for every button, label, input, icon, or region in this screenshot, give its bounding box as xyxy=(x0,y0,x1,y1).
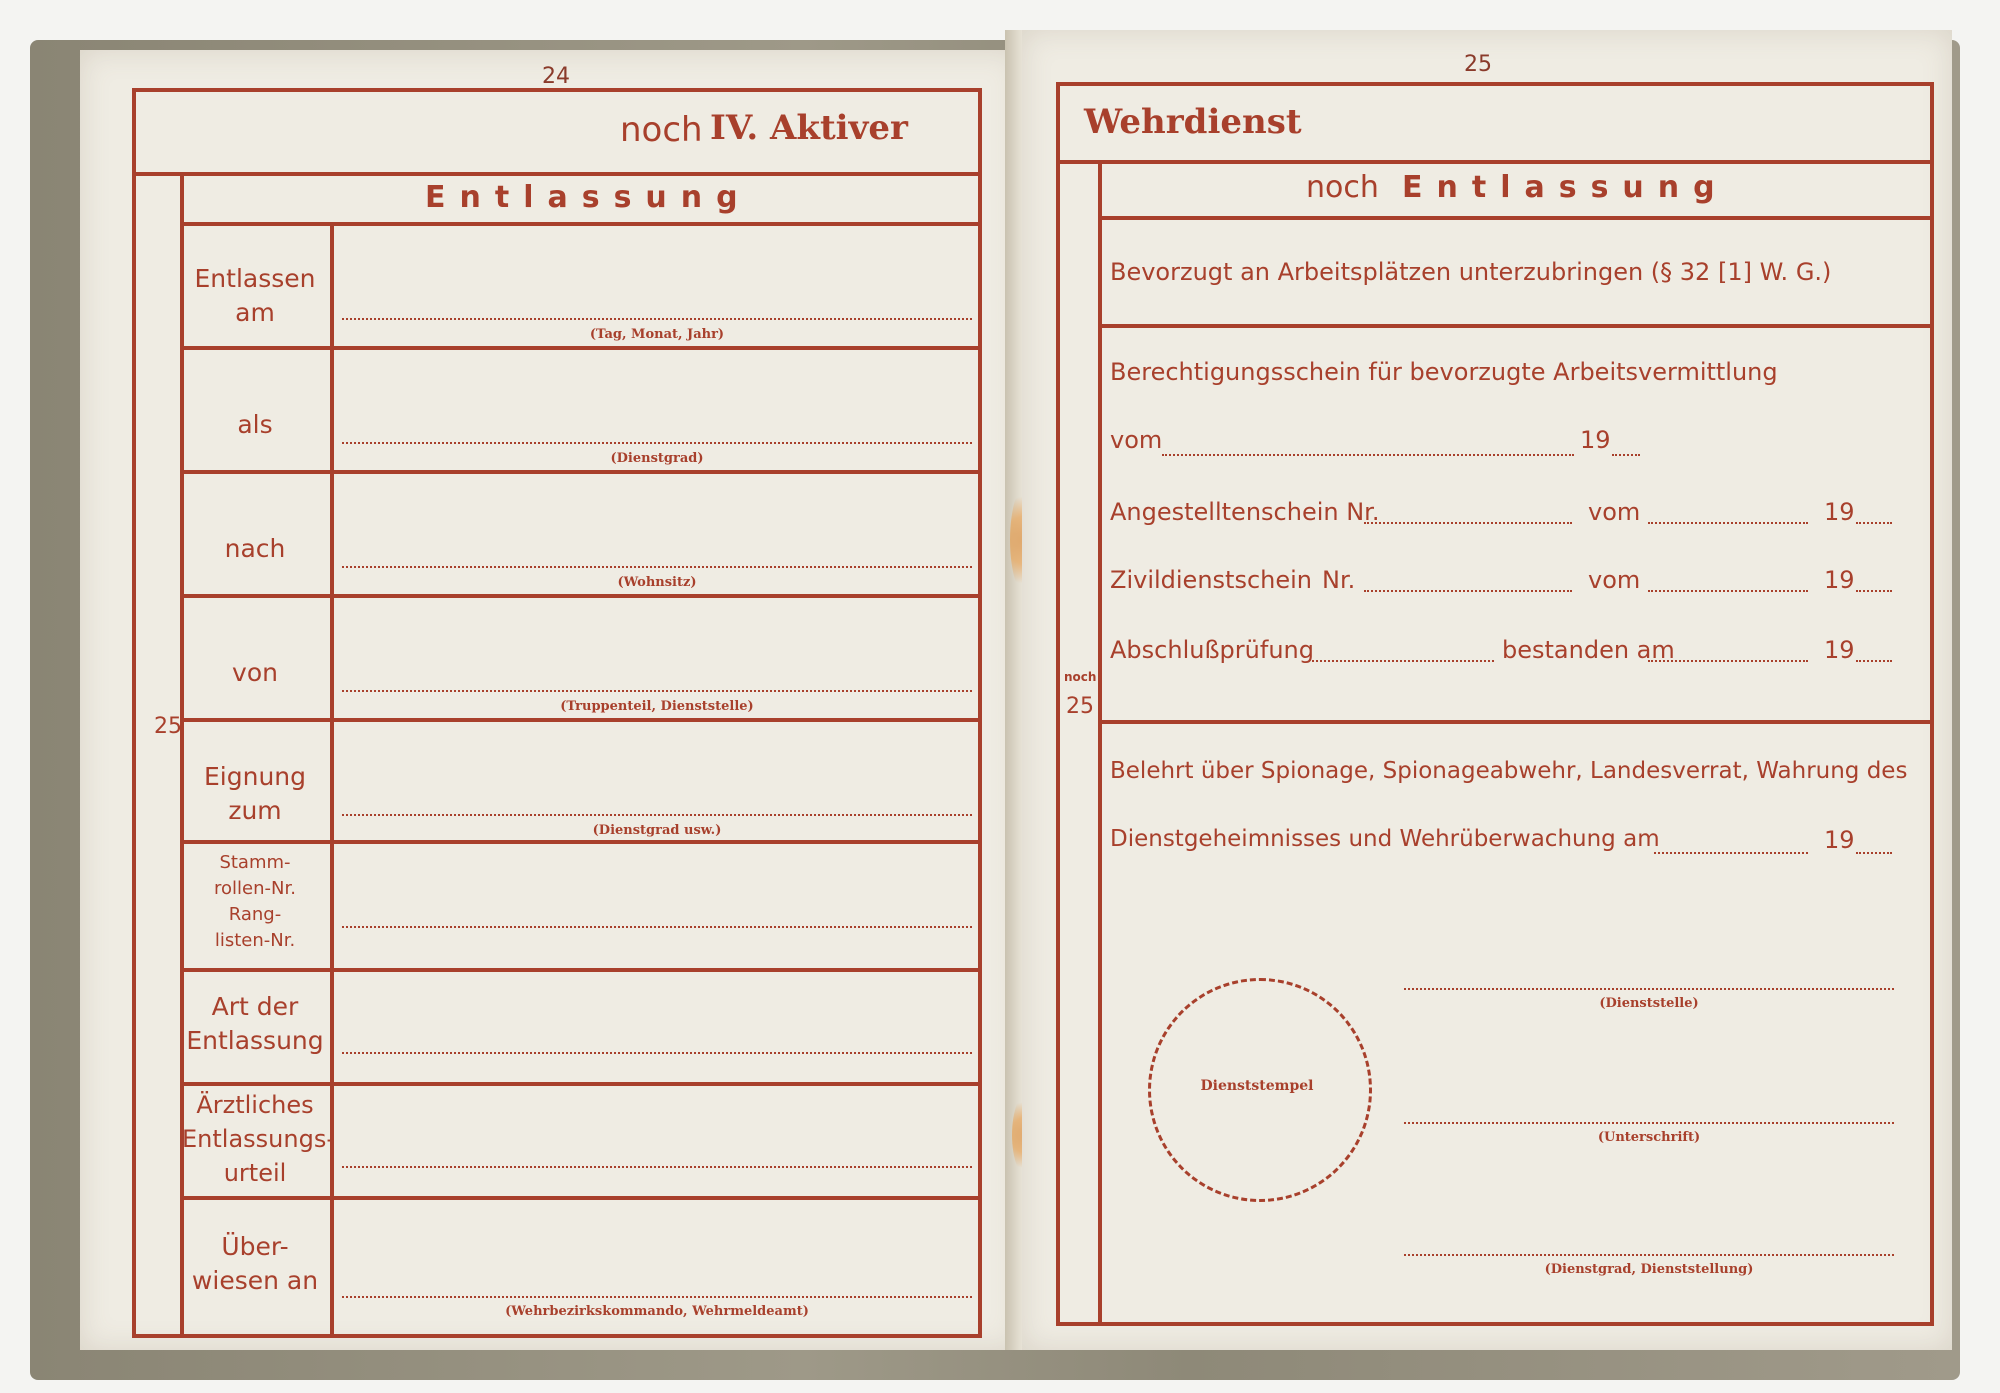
section-prefix: noch xyxy=(1306,170,1379,205)
dienststelle-line[interactable] xyxy=(1404,988,1894,990)
side-number: 25 xyxy=(154,714,182,739)
header-title: IV. Aktiver xyxy=(710,108,908,148)
year-input[interactable] xyxy=(1856,852,1892,854)
caption: (Dienstgrad usw.) xyxy=(592,823,722,838)
caption: (Dienstgrad, Dienststellung) xyxy=(1544,1262,1754,1277)
vom-label: vom xyxy=(1588,566,1641,594)
year-prefix: 19 xyxy=(1824,636,1855,664)
zivildienst-label: Zivildienstschein xyxy=(1110,566,1312,594)
stamp-label: Dienststempel xyxy=(1200,1078,1314,1094)
vom-label: vom xyxy=(1110,426,1163,454)
caption: (Dienstgrad) xyxy=(610,451,704,466)
nr-input[interactable] xyxy=(1364,590,1572,592)
row-label-stammrollen: Stamm- rollen-Nr. Rang- listen-Nr. xyxy=(214,852,296,951)
row-label-als: als xyxy=(237,410,273,439)
input-line[interactable] xyxy=(342,318,972,320)
left-page xyxy=(80,50,1020,1350)
vom-label: vom xyxy=(1588,498,1641,526)
input-line[interactable] xyxy=(342,1052,972,1054)
berechtigung-text: Berechtigungsschein für bevorzugte Arbeitsvermittlung xyxy=(1110,358,1778,386)
nr-input[interactable] xyxy=(1364,522,1572,524)
caption: (Tag, Monat, Jahr) xyxy=(589,327,725,342)
section-title: Entlassung xyxy=(425,180,752,215)
caption: (Wehrbezirkskommando, Wehrmeldeamt) xyxy=(505,1304,809,1319)
row-label-aerztlich: Ärztliches Entlassungs- urteil xyxy=(182,1091,335,1187)
row-label-nach: nach xyxy=(224,534,286,563)
date-input[interactable] xyxy=(1648,660,1808,662)
caption: (Truppenteil, Dienststelle) xyxy=(560,699,754,714)
row-label-von: von xyxy=(232,658,278,687)
right-page xyxy=(1022,30,1952,1350)
date-input[interactable] xyxy=(1654,852,1808,854)
nr-label: Nr. xyxy=(1322,566,1356,594)
year-input[interactable] xyxy=(1856,522,1892,524)
page-number: 25 xyxy=(1464,52,1492,77)
year-input[interactable] xyxy=(1612,454,1640,456)
row-label-eignung: Eignung zum xyxy=(203,762,306,825)
year-prefix: 19 xyxy=(1824,826,1855,854)
input-line[interactable] xyxy=(342,926,972,928)
side-prefix: noch xyxy=(1064,670,1097,684)
year-input[interactable] xyxy=(1856,660,1892,662)
caption: (Unterschrift) xyxy=(1597,1130,1701,1145)
caption: (Dienststelle) xyxy=(1599,996,1699,1011)
section-title: Entlassung xyxy=(1402,170,1729,205)
row-label-art: Art der Entlassung xyxy=(186,992,324,1055)
year-prefix: 19 xyxy=(1824,566,1855,594)
abschluss-label: Abschlußprüfung xyxy=(1110,636,1314,664)
year-input[interactable] xyxy=(1856,590,1892,592)
signature-line[interactable] xyxy=(1404,1122,1894,1124)
date-input[interactable] xyxy=(1648,590,1808,592)
pruefung-input[interactable] xyxy=(1312,660,1494,662)
year-prefix: 19 xyxy=(1824,498,1855,526)
side-number: 25 xyxy=(1066,694,1094,719)
input-line[interactable] xyxy=(342,566,972,568)
input-line[interactable] xyxy=(342,442,972,444)
angestellten-label: Angestelltenschein Nr. xyxy=(1110,498,1380,526)
page-number: 24 xyxy=(542,64,570,89)
bevorzugt-text: Bevorzugt an Arbeitsplätzen unterzubringen (§ 32 [1] W. G.) xyxy=(1110,258,1832,286)
date-input[interactable] xyxy=(1648,522,1808,524)
header-prefix: noch xyxy=(620,110,703,150)
bestanden-label: bestanden am xyxy=(1502,636,1675,664)
input-line[interactable] xyxy=(342,814,972,816)
input-line[interactable] xyxy=(342,1166,972,1168)
belehrt-text-1: Belehrt über Spionage, Spionageabwehr, Landesverrat, Wahrung des xyxy=(1110,758,1908,784)
dienstgrad-line[interactable] xyxy=(1404,1254,1894,1256)
input-line[interactable] xyxy=(342,690,972,692)
year-prefix: 19 xyxy=(1580,426,1611,454)
belehrt-text-2: Dienstgeheimnisses und Wehrüberwachung am xyxy=(1110,826,1660,852)
input-line[interactable] xyxy=(342,1296,972,1298)
row-label-ueberwiesen: Über- wiesen an xyxy=(191,1232,319,1295)
row-label-entlassen: Entlassen am xyxy=(194,264,316,327)
header-title: Wehrdienst xyxy=(1084,102,1302,142)
date-input[interactable] xyxy=(1162,454,1574,456)
caption: (Wohnsitz) xyxy=(617,575,697,590)
